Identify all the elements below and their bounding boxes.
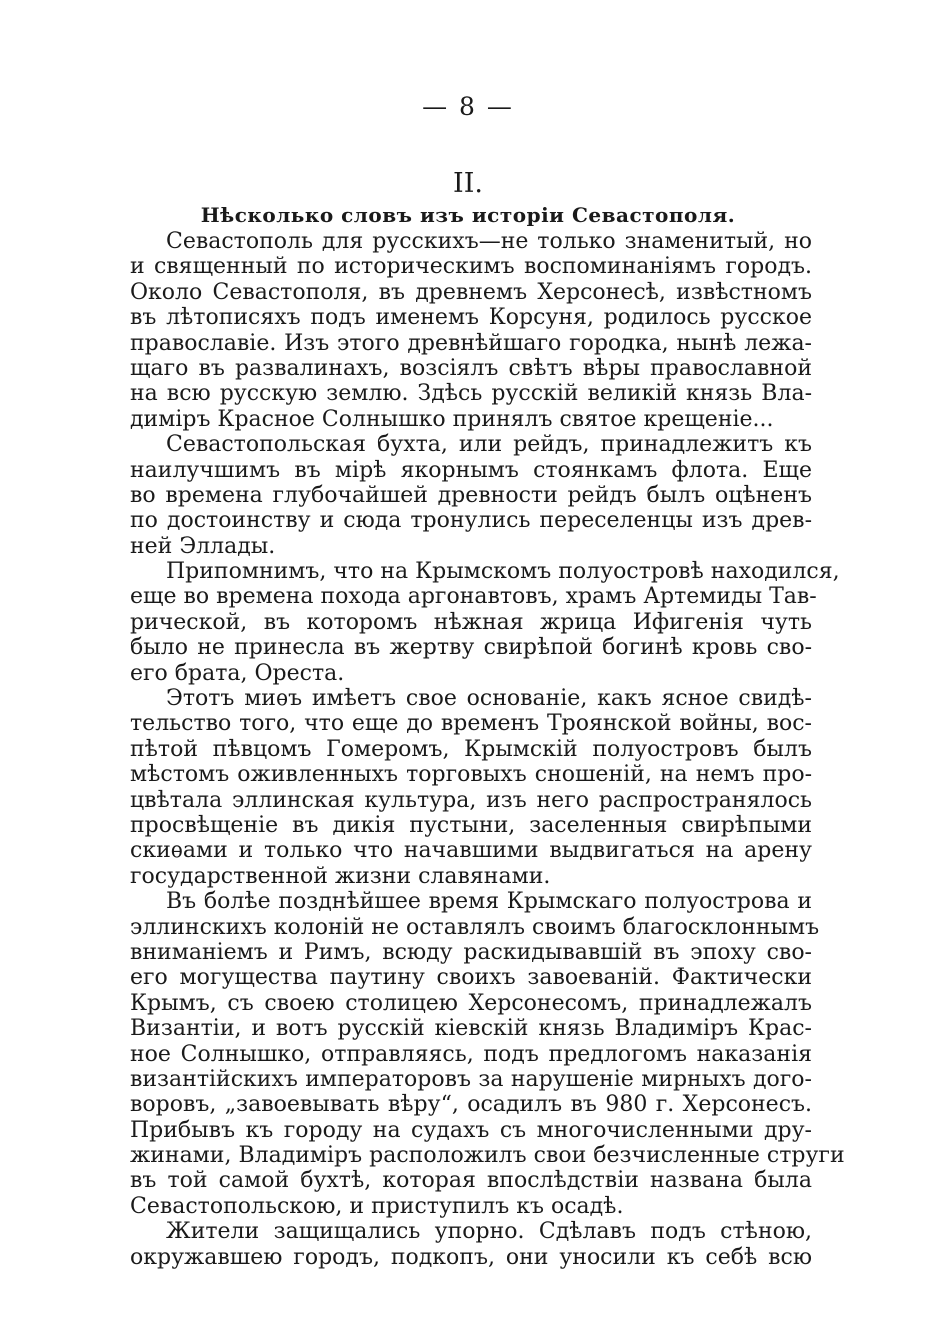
text-line: Севастопольскою, и приступилъ къ осадѣ. [130,1193,624,1219]
text-line: Прибывъ къ городу на судахъ съ многочисленными дру- [130,1117,812,1143]
text-line: скиѳами и только что начавшими выдвигаться на арену [130,838,812,864]
text-line: на всю русскую землю. Здѣсь русскій великій князь Вла- [130,381,812,407]
text-line: Византіи, и вотъ русскій кіевскій князь Владиміръ Крас- [130,1016,812,1042]
text-line: было не принесла въ жертву свирѣпой богинѣ кровь сво- [130,635,812,661]
text-line: цвѣтала эллинская культура, изъ него распространялось [130,787,812,813]
text-line: по достоинству и сюда тронулись переселенцы изъ древ- [130,508,812,534]
text-line: его могущества паутину своихъ завоеваній. Фактически [130,965,812,991]
text-line: Этотъ миѳъ имѣетъ свое основаніе, какъ ясное свидѣ- [166,686,812,712]
text-line: вниманіемъ и Римъ, всюду раскидывавшій въ эпоху сво- [130,939,812,965]
text-line: православіе. Изъ этого древнѣйшаго городка, нынѣ лежа- [130,330,812,356]
text-line: жинами, Владиміръ расположилъ свои безчисленные струги [130,1143,845,1169]
paragraph [130,432,812,559]
text-line: въ лѣтописяхъ подъ именемъ Корсуня, родилось русское [130,305,812,331]
text-line: диміръ Красное Солнышко принялъ святое крещеніе... [130,406,774,432]
text-line: тельство того, что еще до временъ Троянской войны, вос- [130,711,812,737]
text-line: просвѣщеніе въ дикія пустыни, заселенныя свирѣпыми [130,812,812,838]
text-line: рической, въ которомъ нѣжная жрица Ифигенія чуть [130,609,812,635]
text-line: Въ болѣе позднѣйшее время Крымскаго полуострова и [166,889,812,915]
text-line: Припомнимъ, что на Крымскомъ полуостровѣ находился, [166,559,840,585]
text-line: еще во времена похода аргонавтовъ, храмъ Артемиды Тав- [130,584,817,610]
paragraph [130,559,840,686]
chapter-title: Нѣсколько словъ изъ исторіи Севастополя. [200,203,736,227]
text-line: эллинскихъ колоній не оставлялъ своимъ благосклоннымъ [130,914,820,940]
text-line: окружавшею городъ, подкопъ, они уносили къ себѣ всю [130,1244,812,1270]
paragraph [130,1219,812,1270]
text-line: Севастополь для русскихъ—не только знаменитый, но [166,229,812,254]
text-line: государственной жизни славянами. [130,863,551,889]
paragraph [130,889,845,1219]
text-line: Крымъ, съ своею столицею Херсонесомъ, принадлежалъ [130,990,812,1016]
text-line: Севастопольская бухта, или рейдъ, принадлежитъ къ [166,432,812,458]
paragraph [130,229,812,432]
text-line: ней Эллады. [130,533,276,559]
text-line: Жители защищались упорно. Сдѣлавъ подъ стѣною, [166,1219,812,1245]
text-line: мѣстомъ оживленныхъ торговыхъ сношеній, на немъ про- [130,762,812,788]
text-line: ное Солнышко, отправляясь, подъ предлогомъ наказанія [130,1041,812,1067]
body-text [130,229,845,1270]
text-line: щаго въ развалинахъ, возсіялъ свѣтъ вѣры православной [130,355,812,381]
chapter-number: II. [453,168,483,199]
text-line: византійскихъ императоровъ за нарушеніе мирныхъ дого- [130,1066,812,1092]
text-line: его брата, Ореста. [130,660,345,686]
text-line: Около Севастополя, въ древнемъ Херсонесѣ, извѣстномъ [130,279,812,305]
paragraph [130,686,812,889]
text-line: въ той самой бухтѣ, которая впослѣдствіи названа была [130,1168,812,1194]
page-number: — 8 — [422,92,514,121]
text-line: воровъ, „завоевывать вѣру“, осадилъ въ 980 г. Херсонесъ. [130,1092,812,1118]
text-line: и священный по историческимъ воспоминаніямъ городъ. [130,254,812,280]
text-line: пѣтой пѣвцомъ Гомеромъ, Крымскій полуостровъ былъ [130,736,812,762]
text-line: во времена глубочайшей древности рейдъ былъ оцѣненъ [130,482,812,508]
text-line: наилучшимъ въ мірѣ якорнымъ стоянкамъ флота. Еще [130,457,812,483]
